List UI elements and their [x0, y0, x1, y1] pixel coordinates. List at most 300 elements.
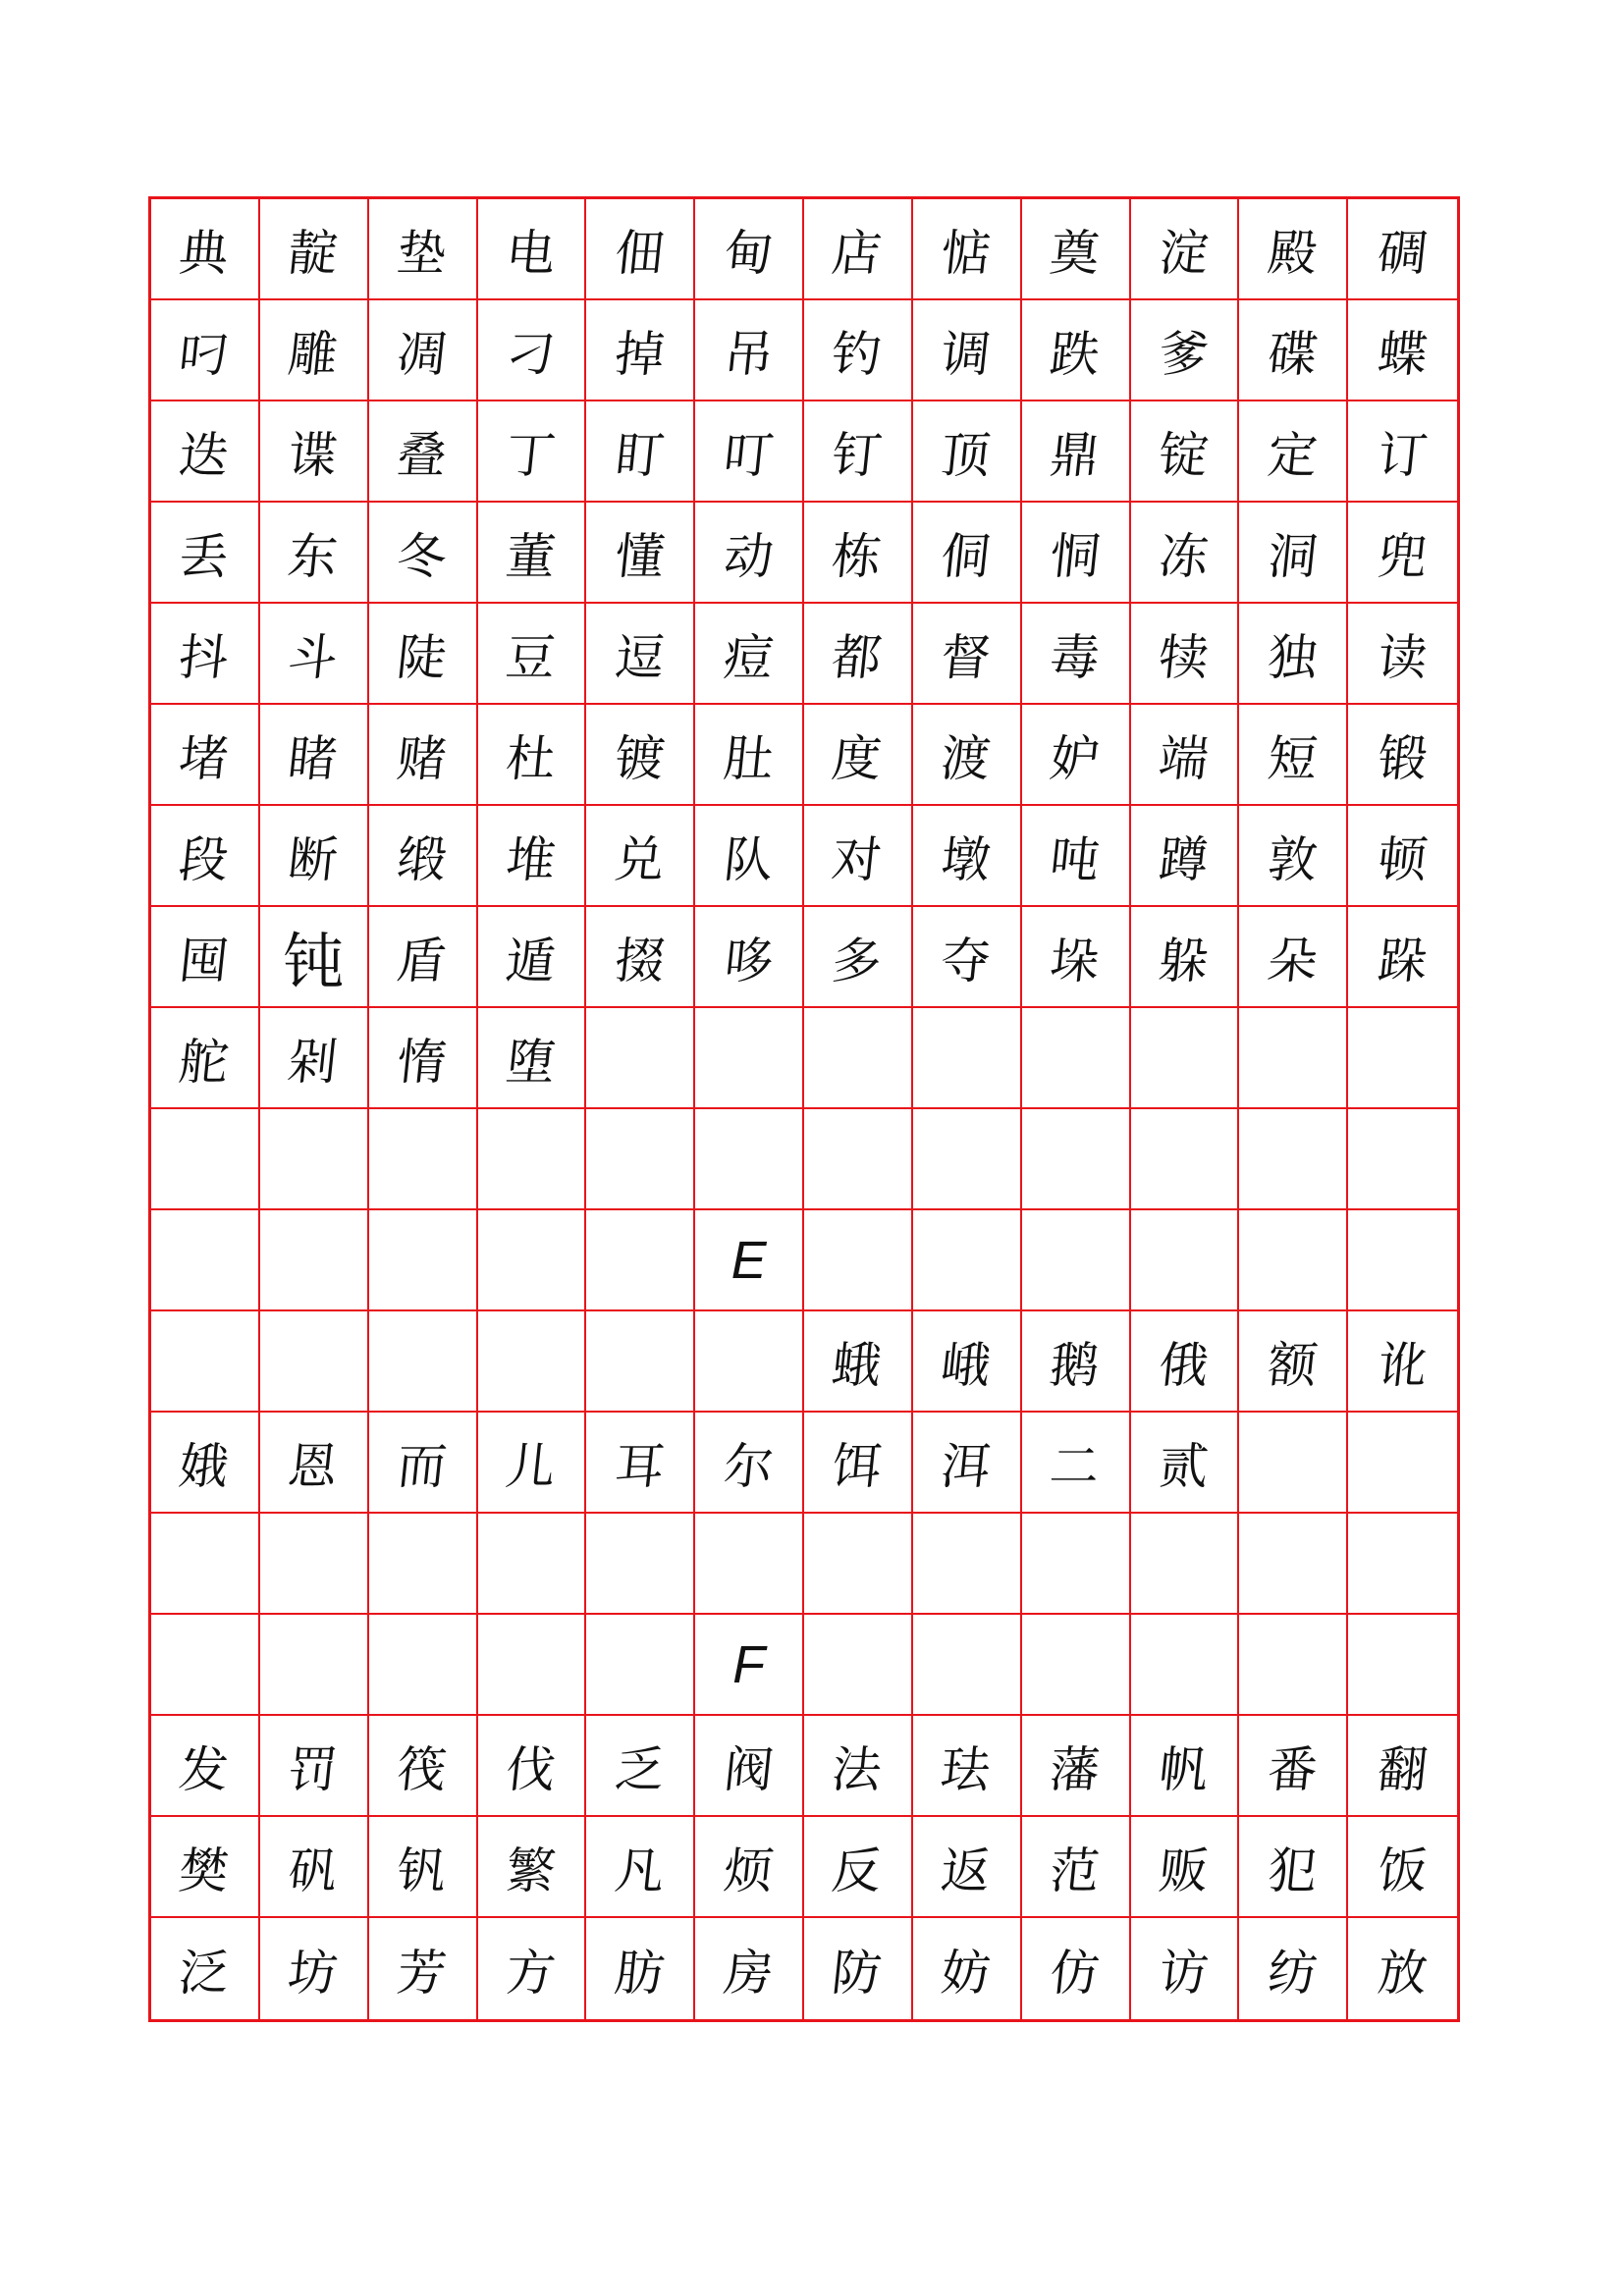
cell-glyph: 泛 — [176, 1944, 233, 2002]
cell-glyph: 店 — [829, 224, 886, 282]
cell-glyph: 夺 — [938, 932, 994, 989]
character-cell — [695, 199, 804, 300]
character-cell — [586, 806, 695, 907]
character-cell — [1348, 907, 1457, 1008]
cell-glyph: 董 — [503, 527, 559, 585]
cell-glyph: 碟 — [1265, 325, 1321, 383]
empty-cell — [151, 1311, 260, 1413]
character-cell — [151, 300, 260, 401]
character-cell — [695, 1817, 804, 1918]
character-cell — [913, 199, 1022, 300]
character-cell — [804, 1918, 913, 2019]
character-cell — [804, 1716, 913, 1817]
character-cell — [1239, 503, 1348, 604]
character-cell — [260, 806, 369, 907]
cell-glyph: 栋 — [829, 527, 886, 585]
character-cell — [586, 300, 695, 401]
cell-glyph: 珐 — [938, 1740, 994, 1798]
cell-glyph: 订 — [1375, 426, 1431, 484]
cell-glyph: E — [730, 1230, 767, 1290]
character-cell — [586, 705, 695, 806]
cell-glyph: 躲 — [1156, 932, 1212, 989]
character-cell — [1022, 604, 1131, 705]
cell-glyph: 蹲 — [1156, 830, 1212, 888]
character-cell — [478, 503, 587, 604]
cell-glyph: 垛 — [1047, 932, 1103, 989]
character-cell — [151, 1413, 260, 1514]
cell-glyph: 赌 — [394, 729, 450, 787]
character-cell — [913, 503, 1022, 604]
cell-glyph: 丁 — [503, 426, 559, 484]
cell-glyph: 罚 — [285, 1740, 341, 1798]
cell-glyph: 防 — [829, 1944, 886, 2002]
character-cell — [913, 1311, 1022, 1413]
character-cell — [804, 401, 913, 503]
cell-glyph: 断 — [285, 830, 341, 888]
cell-glyph: 侗 — [938, 527, 994, 585]
empty-cell — [586, 1514, 695, 1615]
empty-cell — [913, 1109, 1022, 1210]
character-cell — [369, 401, 478, 503]
empty-cell — [1348, 1514, 1457, 1615]
character-cell — [1022, 1817, 1131, 1918]
cell-glyph: 鹅 — [1047, 1336, 1103, 1394]
cell-glyph: 饵 — [829, 1437, 886, 1495]
character-cell — [369, 199, 478, 300]
cell-glyph: 恩 — [285, 1437, 341, 1495]
character-cell — [260, 1413, 369, 1514]
cell-glyph: 叠 — [394, 426, 450, 484]
cell-glyph: 跺 — [1375, 932, 1431, 989]
cell-glyph: 哆 — [721, 932, 777, 989]
empty-cell — [804, 1210, 913, 1311]
empty-cell — [260, 1514, 369, 1615]
character-cell — [478, 604, 587, 705]
character-cell — [586, 907, 695, 1008]
cell-glyph: 肪 — [612, 1944, 668, 2002]
empty-cell — [478, 1210, 587, 1311]
cell-glyph: 多 — [829, 932, 886, 989]
cell-glyph: 动 — [721, 527, 777, 585]
practice-grid — [148, 196, 1460, 2022]
character-cell — [804, 503, 913, 604]
cell-glyph: 端 — [1156, 729, 1212, 787]
empty-cell — [369, 1615, 478, 1716]
cell-glyph: 缎 — [394, 830, 450, 888]
character-cell — [695, 1716, 804, 1817]
empty-cell — [1131, 1210, 1240, 1311]
cell-glyph: 俄 — [1156, 1336, 1212, 1394]
cell-glyph: 盾 — [394, 932, 450, 989]
cell-glyph: 读 — [1375, 628, 1431, 686]
character-cell — [369, 907, 478, 1008]
empty-cell — [151, 1109, 260, 1210]
cell-glyph: 蝶 — [1375, 325, 1431, 383]
character-cell — [1022, 907, 1131, 1008]
cell-glyph: 范 — [1047, 1842, 1103, 1899]
cell-glyph: 墩 — [938, 830, 994, 888]
empty-cell — [1022, 1615, 1131, 1716]
empty-cell — [1239, 1210, 1348, 1311]
character-cell — [1131, 199, 1240, 300]
cell-glyph: 惰 — [394, 1033, 450, 1091]
character-cell — [1239, 401, 1348, 503]
empty-cell — [1239, 1008, 1348, 1109]
cell-glyph: 洞 — [1265, 527, 1321, 585]
empty-cell — [586, 1311, 695, 1413]
cell-glyph: 电 — [503, 224, 559, 282]
cell-glyph: 反 — [829, 1842, 886, 1899]
cell-glyph: 乏 — [612, 1740, 668, 1798]
cell-glyph: 凡 — [612, 1842, 668, 1899]
character-cell — [478, 1008, 587, 1109]
character-cell — [1022, 806, 1131, 907]
cell-glyph: 洱 — [938, 1437, 994, 1495]
cell-glyph: 堕 — [503, 1033, 559, 1091]
empty-cell — [1022, 1109, 1131, 1210]
cell-glyph: 鼎 — [1047, 426, 1103, 484]
character-cell — [1131, 300, 1240, 401]
empty-cell — [478, 1514, 587, 1615]
empty-cell — [260, 1311, 369, 1413]
cell-glyph: 定 — [1265, 426, 1321, 484]
cell-glyph: 遁 — [503, 932, 559, 989]
empty-cell — [913, 1514, 1022, 1615]
character-cell — [1348, 1716, 1457, 1817]
cell-glyph: 矾 — [285, 1842, 341, 1899]
cell-glyph: 段 — [176, 830, 233, 888]
character-cell — [913, 705, 1022, 806]
character-cell — [1239, 1311, 1348, 1413]
cell-glyph: 钓 — [829, 325, 886, 383]
character-cell — [804, 199, 913, 300]
cell-glyph: 放 — [1375, 1944, 1431, 2002]
cell-glyph: 淀 — [1156, 224, 1212, 282]
character-cell — [151, 503, 260, 604]
cell-glyph: 额 — [1265, 1336, 1321, 1394]
cell-glyph: 渡 — [938, 729, 994, 787]
empty-cell — [913, 1615, 1022, 1716]
character-cell — [1239, 300, 1348, 401]
cell-glyph: 督 — [938, 628, 994, 686]
character-cell — [1022, 1413, 1131, 1514]
character-cell — [1131, 503, 1240, 604]
empty-cell — [151, 1210, 260, 1311]
character-cell — [913, 1817, 1022, 1918]
character-cell — [913, 604, 1022, 705]
character-cell — [913, 907, 1022, 1008]
cell-glyph: 掇 — [612, 932, 668, 989]
character-cell — [151, 806, 260, 907]
empty-cell — [260, 1109, 369, 1210]
character-cell — [260, 503, 369, 604]
character-cell — [478, 705, 587, 806]
character-cell — [151, 1008, 260, 1109]
cell-glyph: 烦 — [721, 1842, 777, 1899]
cell-glyph: 法 — [829, 1740, 886, 1798]
character-cell — [1022, 1918, 1131, 2019]
empty-cell — [1022, 1514, 1131, 1615]
cell-glyph: 吨 — [1047, 830, 1103, 888]
character-cell — [586, 1817, 695, 1918]
character-cell — [1022, 300, 1131, 401]
character-cell — [151, 401, 260, 503]
character-cell — [1348, 1918, 1457, 2019]
character-cell — [1131, 705, 1240, 806]
character-cell — [1348, 705, 1457, 806]
character-cell — [913, 401, 1022, 503]
character-cell — [1239, 604, 1348, 705]
character-cell — [151, 604, 260, 705]
cell-glyph: 娥 — [176, 1437, 233, 1495]
character-cell — [1239, 1817, 1348, 1918]
character-cell — [1131, 1918, 1240, 2019]
empty-cell — [586, 1008, 695, 1109]
empty-cell — [369, 1311, 478, 1413]
cell-glyph: 盯 — [612, 426, 668, 484]
cell-glyph: 敦 — [1265, 830, 1321, 888]
empty-cell — [369, 1514, 478, 1615]
character-cell — [1131, 1413, 1240, 1514]
character-cell — [151, 199, 260, 300]
character-cell — [260, 1716, 369, 1817]
character-cell — [260, 705, 369, 806]
cell-glyph: 贩 — [1156, 1842, 1212, 1899]
cell-glyph: 钒 — [394, 1842, 450, 1899]
character-cell — [586, 401, 695, 503]
cell-glyph: 镀 — [612, 729, 668, 787]
cell-glyph: 饭 — [1375, 1842, 1431, 1899]
character-cell — [586, 1918, 695, 2019]
character-cell — [1348, 604, 1457, 705]
character-cell — [1348, 1311, 1457, 1413]
cell-glyph: 典 — [176, 224, 233, 282]
empty-cell — [260, 1210, 369, 1311]
character-cell — [478, 1918, 587, 2019]
empty-cell — [804, 1615, 913, 1716]
cell-glyph: 豆 — [503, 628, 559, 686]
character-cell — [1022, 1311, 1131, 1413]
character-cell — [478, 1817, 587, 1918]
empty-cell — [478, 1109, 587, 1210]
cell-glyph: 堆 — [503, 830, 559, 888]
cell-glyph: 掉 — [612, 325, 668, 383]
cell-glyph: 垫 — [394, 224, 450, 282]
cell-glyph: 调 — [938, 325, 994, 383]
cell-glyph: 堵 — [176, 729, 233, 787]
character-cell — [586, 503, 695, 604]
cell-glyph: 肚 — [721, 729, 777, 787]
cell-glyph: 舵 — [176, 1033, 233, 1091]
cell-glyph: 锭 — [1156, 426, 1212, 484]
character-cell — [1022, 503, 1131, 604]
cell-glyph: 发 — [176, 1740, 233, 1798]
cell-glyph: 吊 — [721, 325, 777, 383]
cell-glyph: 剁 — [285, 1033, 341, 1091]
cell-glyph: 靛 — [285, 224, 341, 282]
character-cell — [1131, 806, 1240, 907]
character-cell — [260, 401, 369, 503]
character-cell — [1348, 199, 1457, 300]
cell-glyph: 纺 — [1265, 1944, 1321, 2002]
cell-glyph: 碉 — [1375, 224, 1431, 282]
cell-glyph: 峨 — [938, 1336, 994, 1394]
cell-glyph: 伐 — [503, 1740, 559, 1798]
cell-glyph: 佃 — [612, 224, 668, 282]
cell-glyph: 芳 — [394, 1944, 450, 2002]
cell-glyph: 睹 — [285, 729, 341, 787]
character-cell — [804, 1817, 913, 1918]
character-cell — [586, 1413, 695, 1514]
character-cell — [260, 1918, 369, 2019]
cell-glyph: 阀 — [721, 1740, 777, 1798]
character-cell — [586, 1716, 695, 1817]
character-cell — [695, 300, 804, 401]
empty-cell — [1239, 1514, 1348, 1615]
character-cell — [695, 907, 804, 1008]
character-cell — [1348, 300, 1457, 401]
character-cell — [369, 1918, 478, 2019]
empty-cell — [913, 1210, 1022, 1311]
character-cell — [913, 1918, 1022, 2019]
character-cell — [1239, 1716, 1348, 1817]
cell-glyph: 刁 — [503, 325, 559, 383]
cell-glyph: 东 — [285, 527, 341, 585]
character-cell — [1348, 503, 1457, 604]
cell-glyph: 翻 — [1375, 1740, 1431, 1798]
character-cell — [1239, 907, 1348, 1008]
character-cell — [695, 806, 804, 907]
cell-glyph: 兑 — [612, 830, 668, 888]
empty-cell — [1131, 1615, 1240, 1716]
cell-glyph: 度 — [829, 729, 886, 787]
character-cell — [151, 1817, 260, 1918]
character-cell — [260, 1817, 369, 1918]
character-cell — [586, 199, 695, 300]
character-cell — [913, 300, 1022, 401]
character-cell — [369, 1008, 478, 1109]
empty-cell — [1348, 1615, 1457, 1716]
cell-glyph: 冻 — [1156, 527, 1212, 585]
empty-cell — [804, 1109, 913, 1210]
empty-cell — [1348, 1008, 1457, 1109]
character-cell — [804, 604, 913, 705]
character-cell — [478, 300, 587, 401]
empty-cell — [695, 1311, 804, 1413]
empty-cell — [1131, 1109, 1240, 1210]
cell-glyph: 坊 — [285, 1944, 341, 2002]
character-cell — [804, 705, 913, 806]
character-cell — [804, 1311, 913, 1413]
empty-cell — [1131, 1008, 1240, 1109]
empty-cell — [586, 1109, 695, 1210]
cell-glyph: 妨 — [938, 1944, 994, 2002]
character-cell — [369, 1716, 478, 1817]
character-cell — [804, 1413, 913, 1514]
character-cell — [695, 503, 804, 604]
character-cell — [695, 604, 804, 705]
cell-glyph: 恫 — [1047, 527, 1103, 585]
character-cell — [1239, 1918, 1348, 2019]
empty-cell — [695, 1109, 804, 1210]
cell-glyph: 儿 — [503, 1437, 559, 1495]
character-cell — [695, 1210, 804, 1311]
character-cell — [1022, 1716, 1131, 1817]
character-cell — [695, 1615, 804, 1716]
cell-glyph: 讹 — [1375, 1336, 1431, 1394]
character-cell — [478, 907, 587, 1008]
cell-glyph: 妒 — [1047, 729, 1103, 787]
cell-glyph: 都 — [829, 628, 886, 686]
character-cell — [695, 401, 804, 503]
empty-cell — [804, 1008, 913, 1109]
empty-cell — [369, 1210, 478, 1311]
empty-cell — [1022, 1008, 1131, 1109]
cell-glyph: 惦 — [938, 224, 994, 282]
empty-cell — [1239, 1615, 1348, 1716]
empty-cell — [695, 1008, 804, 1109]
character-cell — [151, 705, 260, 806]
empty-cell — [1348, 1109, 1457, 1210]
character-cell — [1131, 604, 1240, 705]
character-cell — [478, 1716, 587, 1817]
cell-glyph: 甸 — [721, 224, 777, 282]
character-cell — [369, 503, 478, 604]
character-cell — [1022, 705, 1131, 806]
empty-cell — [260, 1615, 369, 1716]
character-cell — [1131, 1817, 1240, 1918]
character-cell — [369, 1817, 478, 1918]
character-cell — [804, 300, 913, 401]
cell-glyph: 抖 — [176, 628, 233, 686]
cell-glyph: 朵 — [1265, 932, 1321, 989]
character-cell — [260, 604, 369, 705]
cell-glyph: 对 — [829, 830, 886, 888]
cell-glyph: 犊 — [1156, 628, 1212, 686]
cell-glyph: 丢 — [176, 527, 233, 585]
empty-cell — [1239, 1413, 1348, 1514]
character-cell — [260, 199, 369, 300]
character-cell — [1348, 806, 1457, 907]
character-cell — [478, 401, 587, 503]
empty-cell — [151, 1514, 260, 1615]
character-cell — [1022, 401, 1131, 503]
character-cell — [804, 907, 913, 1008]
cell-glyph: 杜 — [503, 729, 559, 787]
empty-cell — [1348, 1210, 1457, 1311]
character-cell — [369, 806, 478, 907]
cell-glyph: 谍 — [285, 426, 341, 484]
cell-glyph: 繁 — [503, 1842, 559, 1899]
cell-glyph: 蛾 — [829, 1336, 886, 1394]
cell-glyph: 独 — [1265, 628, 1321, 686]
cell-glyph: 叼 — [176, 325, 233, 383]
cell-glyph: 叮 — [721, 426, 777, 484]
cell-glyph: 囤 — [176, 932, 233, 989]
cell-glyph: 帆 — [1156, 1740, 1212, 1798]
cell-glyph: 钉 — [829, 426, 886, 484]
cell-glyph: 犯 — [1265, 1842, 1321, 1899]
cell-glyph: F — [732, 1634, 766, 1694]
cell-glyph: 爹 — [1156, 325, 1212, 383]
character-cell — [260, 1008, 369, 1109]
empty-cell — [804, 1514, 913, 1615]
cell-glyph: 队 — [721, 830, 777, 888]
cell-glyph: 二 — [1047, 1437, 1103, 1495]
cell-glyph: 而 — [394, 1437, 450, 1495]
character-cell — [478, 199, 587, 300]
character-cell — [1131, 907, 1240, 1008]
